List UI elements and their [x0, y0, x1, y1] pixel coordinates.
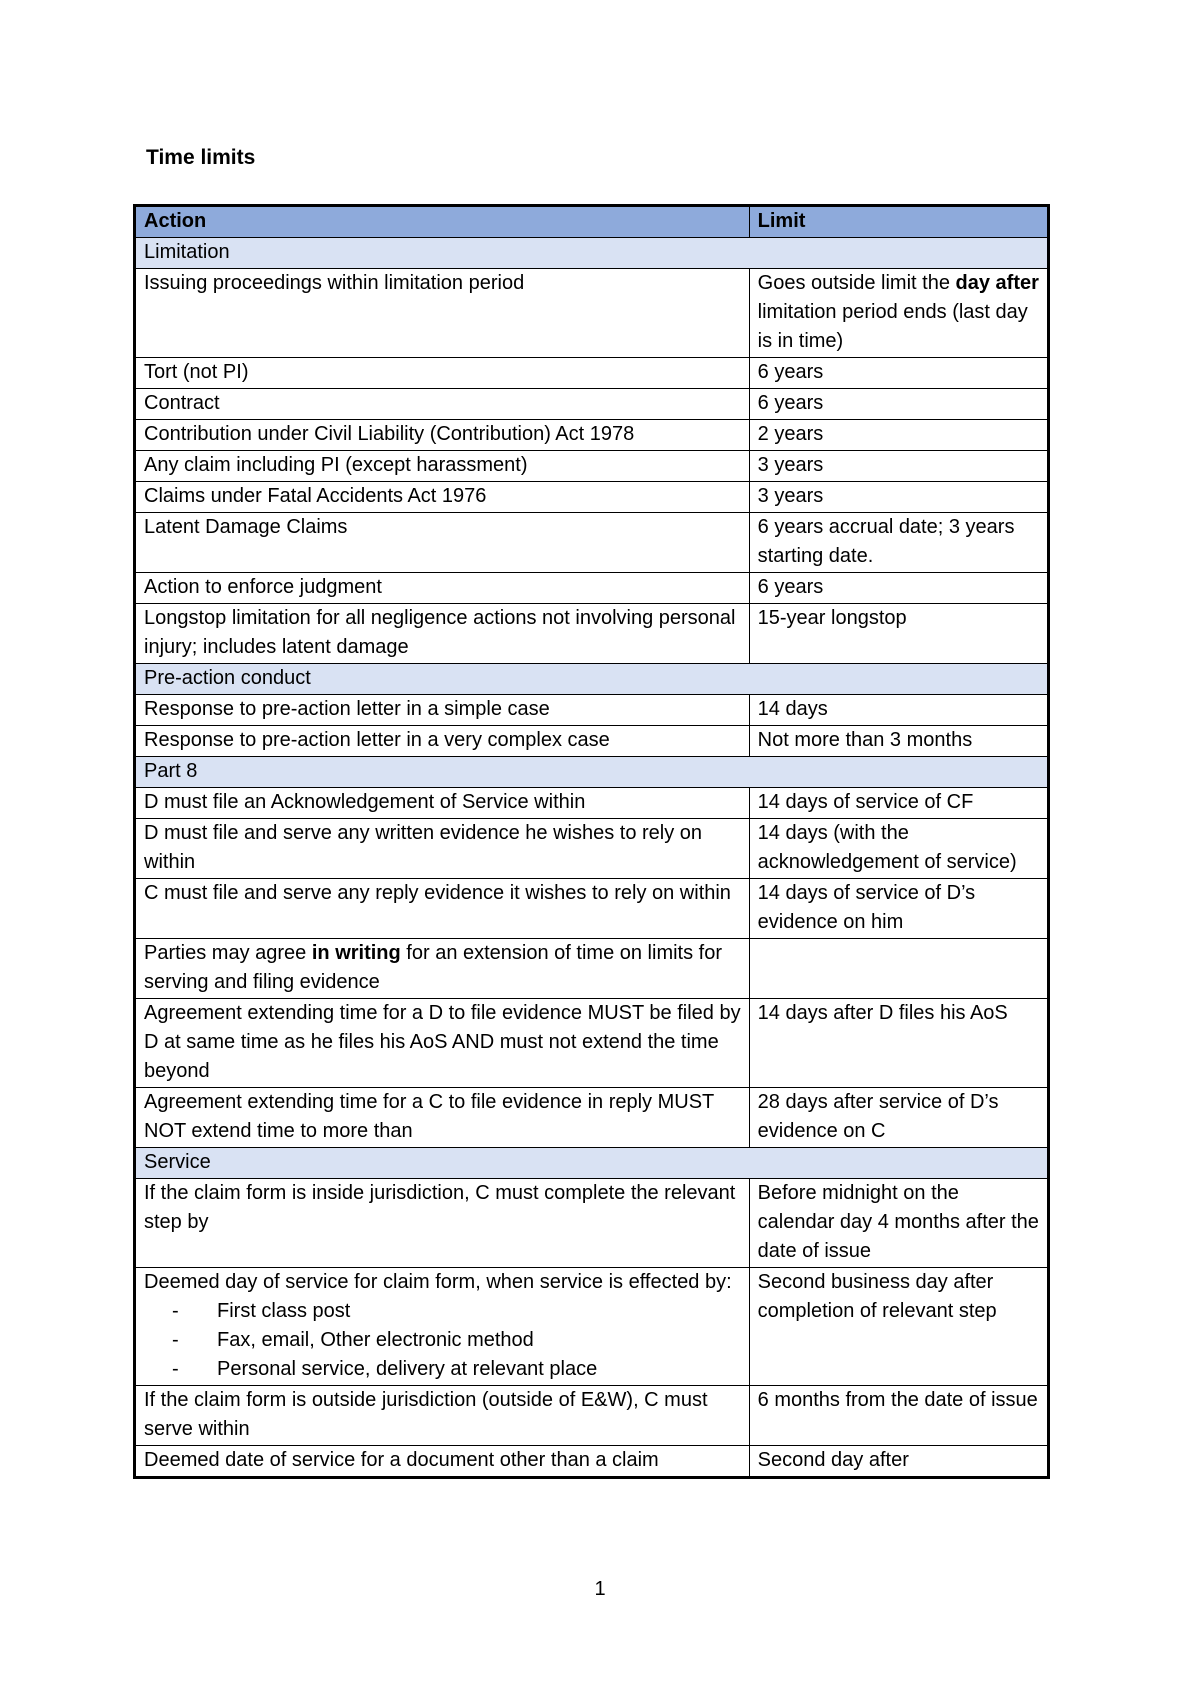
action-cell: Agreement extending time for a D to file evidence MUST be filed by D at same time as he files his AoS AND must not extend the time beyond — [135, 999, 750, 1088]
action-cell: C must file and serve any reply evidence it wishes to rely on within — [135, 879, 750, 939]
action-cell: Contract — [135, 389, 750, 420]
section-part8: Part 8 — [135, 757, 1049, 788]
action-cell: Agreement extending time for a C to file evidence in reply MUST NOT extend time to more than — [135, 1088, 750, 1148]
limit-cell: Before midnight on the calendar day 4 months after the date of issue — [749, 1179, 1048, 1268]
limit-text: Goes outside limit the — [757, 272, 956, 294]
table-row — [135, 1386, 1049, 1446]
time-limits-table — [133, 204, 1050, 1479]
table-row — [135, 269, 1049, 358]
action-cell: If the claim form is inside jurisdiction, C must complete the relevant step by — [135, 1179, 750, 1268]
action-text: Parties may agree — [144, 942, 312, 964]
table-row — [135, 1268, 1049, 1386]
limit-text: limitation period ends (last day is in time) — [757, 301, 1028, 352]
limit-cell: 6 years — [749, 573, 1048, 604]
limit-cell: 14 days of service of D’s evidence on him — [749, 879, 1048, 939]
limit-cell: 3 years — [749, 451, 1048, 482]
limit-cell: 14 days after D files his AoS — [749, 999, 1048, 1088]
list-item: - First class post — [144, 1297, 741, 1326]
limit-cell: 15-year longstop — [749, 604, 1048, 664]
action-cell: Issuing proceedings within limitation period — [135, 269, 750, 358]
table-row — [135, 358, 1049, 389]
limit-cell: 2 years — [749, 420, 1048, 451]
limit-cell: 6 years — [749, 358, 1048, 389]
limit-cell: 14 days (with the acknowledgement of service) — [749, 819, 1048, 879]
limit-cell: 6 years — [749, 389, 1048, 420]
table-row — [135, 879, 1049, 939]
table-row — [135, 999, 1049, 1088]
table-row — [135, 573, 1049, 604]
action-cell: D must file an Acknowledgement of Service within — [135, 788, 750, 819]
limit-cell: 14 days — [749, 695, 1048, 726]
action-emphasis: in writing — [311, 942, 401, 964]
limit-cell: 3 years — [749, 482, 1048, 513]
action-cell: Latent Damage Claims — [135, 513, 750, 573]
list-item: - Personal service, delivery at relevant place — [144, 1355, 741, 1384]
page-title: Time limits — [146, 146, 256, 169]
limit-cell: 6 months from the date of issue — [749, 1386, 1048, 1446]
action-cell: If the claim form is outside jurisdiction (outside of E&W), C must serve within — [135, 1386, 750, 1446]
table-row — [135, 1088, 1049, 1148]
action-cell — [135, 1268, 750, 1386]
limit-cell: Not more than 3 months — [749, 726, 1048, 757]
table-row — [135, 451, 1049, 482]
table-row — [135, 604, 1049, 664]
action-cell: Response to pre-action letter in a simple case — [135, 695, 750, 726]
section-row — [135, 1148, 1049, 1179]
table-row — [135, 788, 1049, 819]
list-item: - Fax, email, Other electronic method — [144, 1326, 741, 1355]
action-text: for an extension of time on limits for serving and filing evidence — [144, 942, 722, 993]
section-row — [135, 757, 1049, 788]
limit-emphasis: day after — [955, 272, 1039, 294]
limit-cell: 28 days after service of D’s evidence on C — [749, 1088, 1048, 1148]
column-header-limit: Limit — [749, 206, 1048, 238]
section-limitation: Limitation — [135, 238, 1049, 269]
action-cell: Any claim including PI (except harassment) — [135, 451, 750, 482]
section-pre-action: Pre-action conduct — [135, 664, 1049, 695]
table-row — [135, 513, 1049, 573]
table-header-row — [135, 206, 1049, 238]
action-cell: Contribution under Civil Liability (Contribution) Act 1978 — [135, 420, 750, 451]
section-service: Service — [135, 1148, 1049, 1179]
table-row — [135, 1179, 1049, 1268]
page-number: 1 — [594, 1578, 606, 1600]
section-row — [135, 664, 1049, 695]
limit-cell: 14 days of service of CF — [749, 788, 1048, 819]
limit-cell: Second business day after completion of relevant step — [749, 1268, 1048, 1386]
service-method-list — [144, 1297, 741, 1384]
column-header-action: Action — [135, 206, 750, 238]
table-row — [135, 726, 1049, 757]
section-row — [135, 238, 1049, 269]
action-cell: Tort (not PI) — [135, 358, 750, 389]
table-row — [135, 482, 1049, 513]
table-row — [135, 939, 1049, 999]
table-row — [135, 695, 1049, 726]
action-cell: Action to enforce judgment — [135, 573, 750, 604]
limit-cell — [749, 939, 1048, 999]
limit-cell: 6 years accrual date; 3 years starting date. — [749, 513, 1048, 573]
table-row — [135, 1446, 1049, 1478]
action-cell: Claims under Fatal Accidents Act 1976 — [135, 482, 750, 513]
action-cell — [135, 939, 750, 999]
action-cell: D must file and serve any written evidence he wishes to rely on within — [135, 819, 750, 879]
limit-cell: Second day after — [749, 1446, 1048, 1478]
limit-cell — [749, 269, 1048, 358]
action-cell: Response to pre-action letter in a very complex case — [135, 726, 750, 757]
table-row — [135, 420, 1049, 451]
action-text: Deemed day of service for claim form, when service is effected by: — [144, 1271, 732, 1293]
action-cell: Longstop limitation for all negligence actions not involving personal injury; includes latent damage — [135, 604, 750, 664]
action-cell: Deemed date of service for a document other than a claim — [135, 1446, 750, 1478]
table-row — [135, 389, 1049, 420]
table-row — [135, 819, 1049, 879]
